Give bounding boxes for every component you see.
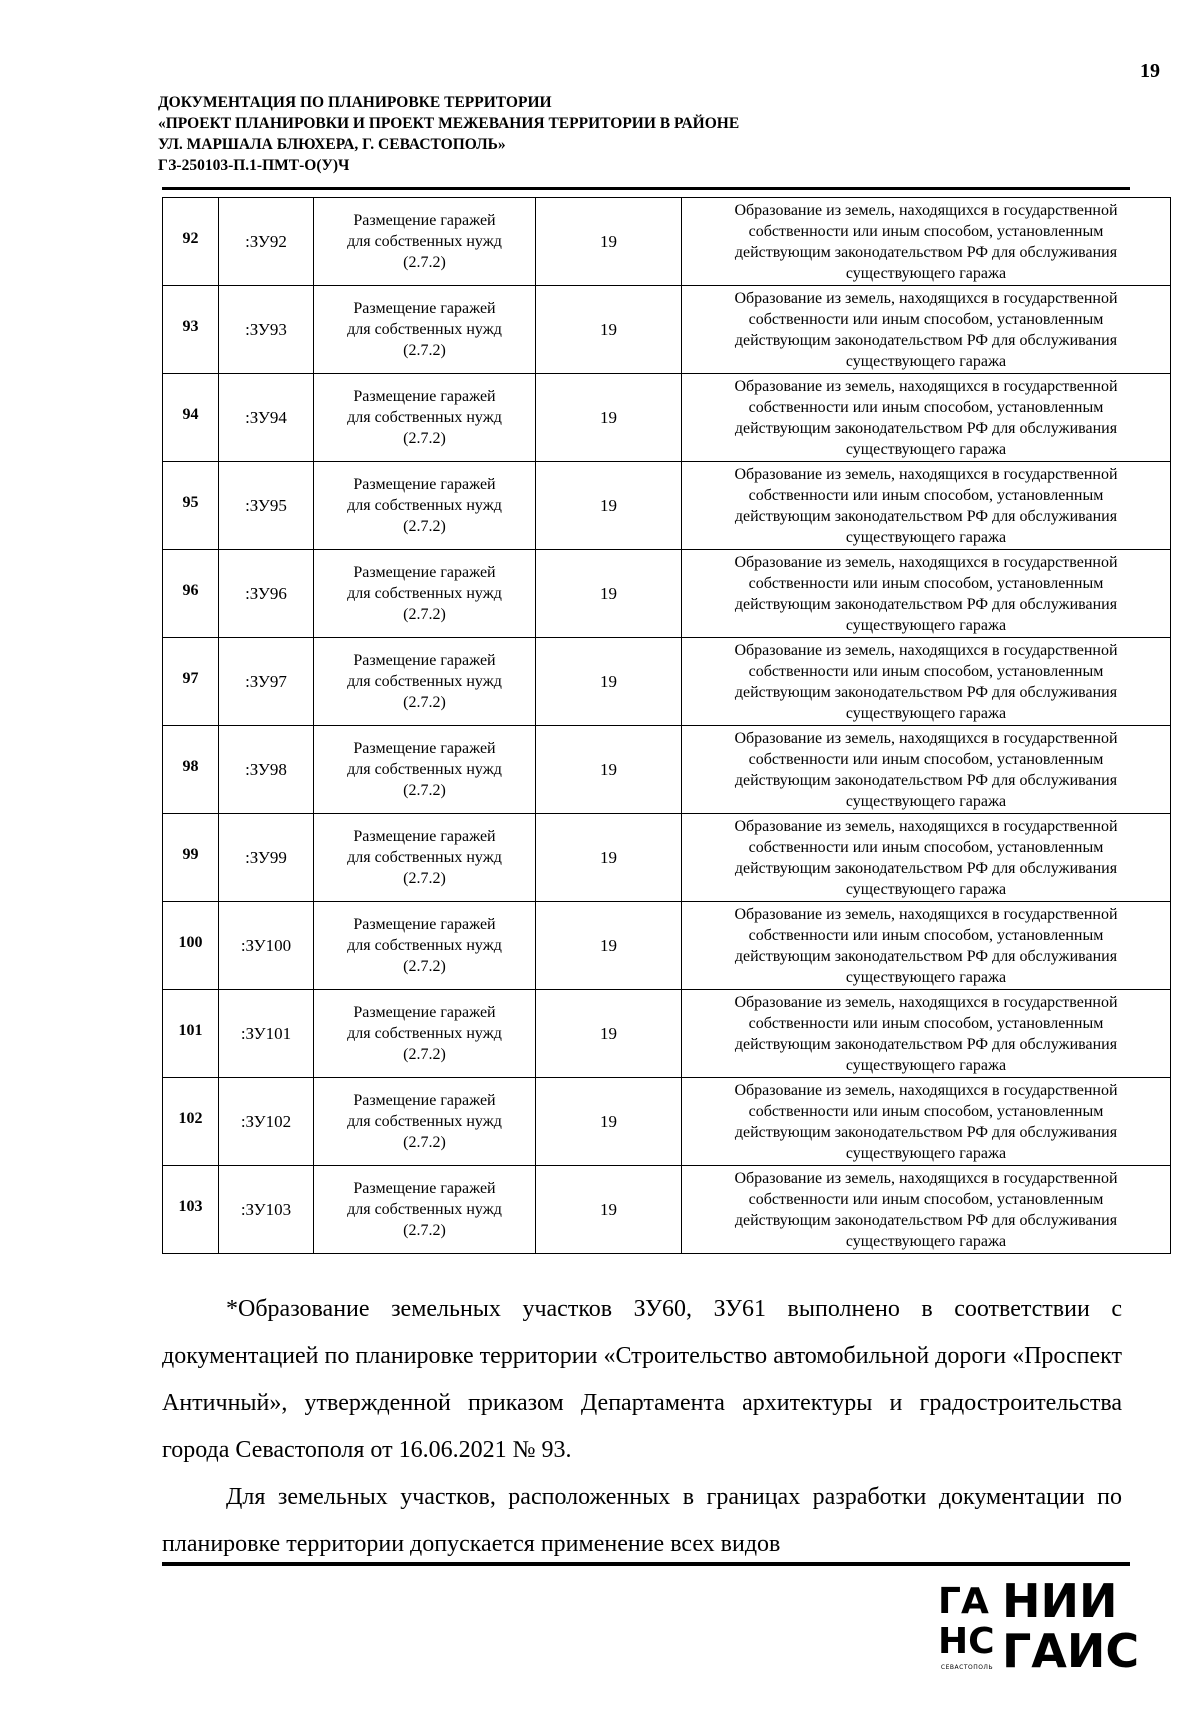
permitted-use-cell (314, 638, 536, 726)
formation-method-line: существующего гаража (845, 792, 1007, 810)
permitted-use-line: Размещение гаражей (353, 652, 496, 669)
permitted-use-code: (2.7.2) (403, 958, 446, 975)
logo-text-line-1: НИИ (1002, 1574, 1118, 1628)
formation-method-cell (682, 286, 1171, 374)
plot-area: 19 (536, 1166, 682, 1254)
plot-area: 19 (536, 286, 682, 374)
permitted-use-line: для собственных нужд (347, 1113, 502, 1130)
formation-method-cell (682, 990, 1171, 1078)
formation-method-cell (682, 902, 1171, 990)
permitted-use-line: Размещение гаражей (353, 476, 496, 493)
table-row (163, 902, 1171, 990)
formation-method-line: существующего гаража (845, 1144, 1007, 1162)
logo-mark-bottom: НС (938, 1621, 995, 1662)
formation-method-line: существующего гаража (845, 616, 1007, 634)
permitted-use-cell (314, 462, 536, 550)
footnote-paragraph: *Образование земельных участков ЗУ60, ЗУ61 выполнено в соответствии с документацией по планировке территории «Строительство автомобильной дороги «Проспект Античный», утвержденной приказом Департамента архитектуры и градостроительства города Севастополя от 16.06.2021 № 93. (162, 1296, 1122, 1463)
formation-method-line: Образование из земель, находящихся в государственной (734, 905, 1118, 923)
header-divider (162, 187, 1130, 190)
row-number: 97 (163, 638, 219, 726)
permitted-use-line: для собственных нужд (347, 673, 502, 690)
plot-code: :ЗУ95 (219, 462, 314, 550)
permitted-use-line: для собственных нужд (347, 585, 502, 602)
formation-method-line: действующим законодательством РФ для обслуживания (734, 243, 1118, 261)
formation-method-line: существующего гаража (845, 1056, 1007, 1074)
formation-method-line: существующего гаража (845, 440, 1007, 458)
logo-text (1002, 1576, 1139, 1676)
plot-code: :ЗУ96 (219, 550, 314, 638)
plot-area: 19 (536, 726, 682, 814)
formation-method-cell (682, 638, 1171, 726)
row-number: 94 (163, 374, 219, 462)
formation-method-line: Образование из земель, находящихся в государственной (734, 1169, 1118, 1187)
table-row (163, 1166, 1171, 1254)
formation-method-line: Образование из земель, находящихся в государственной (734, 201, 1118, 219)
permitted-use-cell (314, 374, 536, 462)
land-plots-table (162, 197, 1171, 1254)
formation-method-line: собственности или иным способом, установленным (748, 1014, 1104, 1032)
formation-method-line: собственности или иным способом, установленным (748, 662, 1104, 680)
formation-method-line: действующим законодательством РФ для обслуживания (734, 507, 1118, 525)
permitted-use-cell (314, 550, 536, 638)
permitted-use-line: Размещение гаражей (353, 740, 496, 757)
formation-method-cell (682, 814, 1171, 902)
footer-divider (162, 1562, 1130, 1566)
permitted-use-line: для собственных нужд (347, 849, 502, 866)
formation-method-line: Образование из земель, находящихся в государственной (734, 289, 1118, 307)
permitted-use-line: Размещение гаражей (353, 300, 496, 317)
permitted-use-line: для собственных нужд (347, 409, 502, 426)
formation-method-line: собственности или иным способом, установленным (748, 486, 1104, 504)
formation-method-line: действующим законодательством РФ для обслуживания (734, 771, 1118, 789)
permitted-use-cell (314, 990, 536, 1078)
plot-code: :ЗУ99 (219, 814, 314, 902)
permitted-use-line: Размещение гаражей (353, 916, 496, 933)
row-number: 98 (163, 726, 219, 814)
header-document-code: ГЗ-250103-П.1-ПМТ-О(У)Ч (158, 157, 350, 174)
row-number: 101 (163, 990, 219, 1078)
formation-method-line: Образование из земель, находящихся в государственной (734, 817, 1118, 835)
formation-method-line: существующего гаража (845, 1232, 1007, 1250)
permitted-use-line: для собственных нужд (347, 497, 502, 514)
plot-area: 19 (536, 550, 682, 638)
formation-method-line: собственности или иным способом, установленным (748, 926, 1104, 944)
formation-method-line: собственности или иным способом, установленным (748, 310, 1104, 328)
permitted-use-line: для собственных нужд (347, 1201, 502, 1218)
permitted-use-line: для собственных нужд (347, 233, 502, 250)
niigais-logo (938, 1576, 1138, 1688)
permitted-use-code: (2.7.2) (403, 1222, 446, 1239)
plot-area: 19 (536, 198, 682, 286)
permitted-use-cell (314, 198, 536, 286)
plot-area: 19 (536, 1078, 682, 1166)
formation-method-line: действующим законодательством РФ для обслуживания (734, 683, 1118, 701)
formation-method-line: Образование из земель, находящихся в государственной (734, 553, 1118, 571)
logo-text-line-2: ГАИС (1002, 1624, 1140, 1678)
table-row (163, 286, 1171, 374)
table-row (163, 374, 1171, 462)
permitted-use-code: (2.7.2) (403, 518, 446, 535)
table-row (163, 990, 1171, 1078)
plot-code: :ЗУ93 (219, 286, 314, 374)
row-number: 100 (163, 902, 219, 990)
formation-method-line: собственности или иным способом, установленным (748, 574, 1104, 592)
plot-code: :ЗУ98 (219, 726, 314, 814)
permitted-use-line: Размещение гаражей (353, 388, 496, 405)
permitted-use-cell (314, 902, 536, 990)
permitted-use-code: (2.7.2) (403, 1046, 446, 1063)
formation-method-line: Образование из земель, находящихся в государственной (734, 377, 1118, 395)
table-row (163, 814, 1171, 902)
formation-method-line: существующего гаража (845, 704, 1007, 722)
permitted-use-cell (314, 814, 536, 902)
document-header (158, 92, 1058, 176)
page-number: 19 (1140, 60, 1160, 82)
formation-method-line: собственности или иным способом, установленным (748, 398, 1104, 416)
logo-mark-top: ГА (938, 1581, 989, 1622)
formation-method-cell (682, 1078, 1171, 1166)
plot-area: 19 (536, 638, 682, 726)
formation-method-line: действующим законодательством РФ для обслуживания (734, 331, 1118, 349)
table-body (163, 198, 1171, 1254)
permitted-use-code: (2.7.2) (403, 782, 446, 799)
plot-area: 19 (536, 990, 682, 1078)
permitted-use-line: Размещение гаражей (353, 1092, 496, 1109)
formation-method-line: действующим законодательством РФ для обслуживания (734, 859, 1118, 877)
permitted-use-code: (2.7.2) (403, 254, 446, 271)
formation-method-cell (682, 198, 1171, 286)
row-number: 102 (163, 1078, 219, 1166)
formation-method-cell (682, 374, 1171, 462)
row-number: 95 (163, 462, 219, 550)
formation-method-line: собственности или иным способом, установленным (748, 838, 1104, 856)
formation-method-line: действующим законодательством РФ для обслуживания (734, 419, 1118, 437)
permitted-use-cell (314, 726, 536, 814)
permitted-use-cell (314, 1078, 536, 1166)
table-row (163, 1078, 1171, 1166)
formation-method-line: Образование из земель, находящихся в государственной (734, 641, 1118, 659)
formation-method-line: Образование из земель, находящихся в государственной (734, 993, 1118, 1011)
row-number: 99 (163, 814, 219, 902)
formation-method-line: действующим законодательством РФ для обслуживания (734, 595, 1118, 613)
plot-area: 19 (536, 902, 682, 990)
body-text (162, 1286, 1122, 1568)
header-title-line-3: УЛ. МАРШАЛА БЛЮХЕРА, Г. СЕВАСТОПОЛЬ» (158, 136, 506, 153)
header-title-line-2: «ПРОЕКТ ПЛАНИРОВКИ И ПРОЕКТ МЕЖЕВАНИЯ ТЕРРИТОРИИ В РАЙОНЕ (158, 115, 740, 132)
plot-code: :ЗУ102 (219, 1078, 314, 1166)
formation-method-line: Образование из земель, находящихся в государственной (734, 729, 1118, 747)
header-title-line-1: ДОКУМЕНТАЦИЯ ПО ПЛАНИРОВКЕ ТЕРРИТОРИИ (158, 94, 552, 111)
permitted-use-line: для собственных нужд (347, 1025, 502, 1042)
formation-method-cell (682, 726, 1171, 814)
permitted-use-line: Размещение гаражей (353, 1004, 496, 1021)
formation-method-line: действующим законодательством РФ для обслуживания (734, 947, 1118, 965)
permitted-use-line: для собственных нужд (347, 761, 502, 778)
permitted-use-line: Размещение гаражей (353, 1180, 496, 1197)
permitted-use-cell (314, 286, 536, 374)
table-row (163, 726, 1171, 814)
formation-method-line: собственности или иным способом, установленным (748, 750, 1104, 768)
plot-area: 19 (536, 374, 682, 462)
plot-area: 19 (536, 462, 682, 550)
row-number: 103 (163, 1166, 219, 1254)
permitted-use-code: (2.7.2) (403, 342, 446, 359)
formation-method-cell (682, 1166, 1171, 1254)
formation-method-line: действующим законодательством РФ для обслуживания (734, 1123, 1118, 1141)
body-paragraph: Для земельных участков, расположенных в границах разработки документации по планировке территории допускается применение всех видов (162, 1484, 1122, 1557)
formation-method-line: собственности или иным способом, установленным (748, 1190, 1104, 1208)
formation-method-line: существующего гаража (845, 352, 1007, 370)
plot-code: :ЗУ97 (219, 638, 314, 726)
permitted-use-line: для собственных нужд (347, 321, 502, 338)
permitted-use-cell (314, 1166, 536, 1254)
table-row (163, 462, 1171, 550)
formation-method-line: существующего гаража (845, 968, 1007, 986)
plot-area: 19 (536, 814, 682, 902)
logo-mark (938, 1582, 996, 1662)
formation-method-cell (682, 550, 1171, 638)
row-number: 93 (163, 286, 219, 374)
formation-method-line: существующего гаража (845, 264, 1007, 282)
permitted-use-code: (2.7.2) (403, 694, 446, 711)
permitted-use-line: Размещение гаражей (353, 212, 496, 229)
table-row (163, 550, 1171, 638)
permitted-use-line: Размещение гаражей (353, 828, 496, 845)
row-number: 92 (163, 198, 219, 286)
formation-method-line: действующим законодательством РФ для обслуживания (734, 1211, 1118, 1229)
permitted-use-code: (2.7.2) (403, 430, 446, 447)
plot-code: :ЗУ92 (219, 198, 314, 286)
plot-code: :ЗУ101 (219, 990, 314, 1078)
formation-method-cell (682, 462, 1171, 550)
table-row (163, 638, 1171, 726)
formation-method-line: существующего гаража (845, 880, 1007, 898)
logo-city: СЕВАСТОПОЛЬ (940, 1664, 994, 1671)
formation-method-line: собственности или иным способом, установленным (748, 222, 1104, 240)
permitted-use-code: (2.7.2) (403, 606, 446, 623)
plot-code: :ЗУ103 (219, 1166, 314, 1254)
formation-method-line: Образование из земель, находящихся в государственной (734, 465, 1118, 483)
permitted-use-line: Размещение гаражей (353, 564, 496, 581)
formation-method-line: действующим законодательством РФ для обслуживания (734, 1035, 1118, 1053)
table-row (163, 198, 1171, 286)
formation-method-line: собственности или иным способом, установленным (748, 1102, 1104, 1120)
formation-method-line: Образование из земель, находящихся в государственной (734, 1081, 1118, 1099)
formation-method-line: существующего гаража (845, 528, 1007, 546)
plot-code: :ЗУ100 (219, 902, 314, 990)
row-number: 96 (163, 550, 219, 638)
permitted-use-code: (2.7.2) (403, 1134, 446, 1151)
permitted-use-line: для собственных нужд (347, 937, 502, 954)
plot-code: :ЗУ94 (219, 374, 314, 462)
permitted-use-code: (2.7.2) (403, 870, 446, 887)
